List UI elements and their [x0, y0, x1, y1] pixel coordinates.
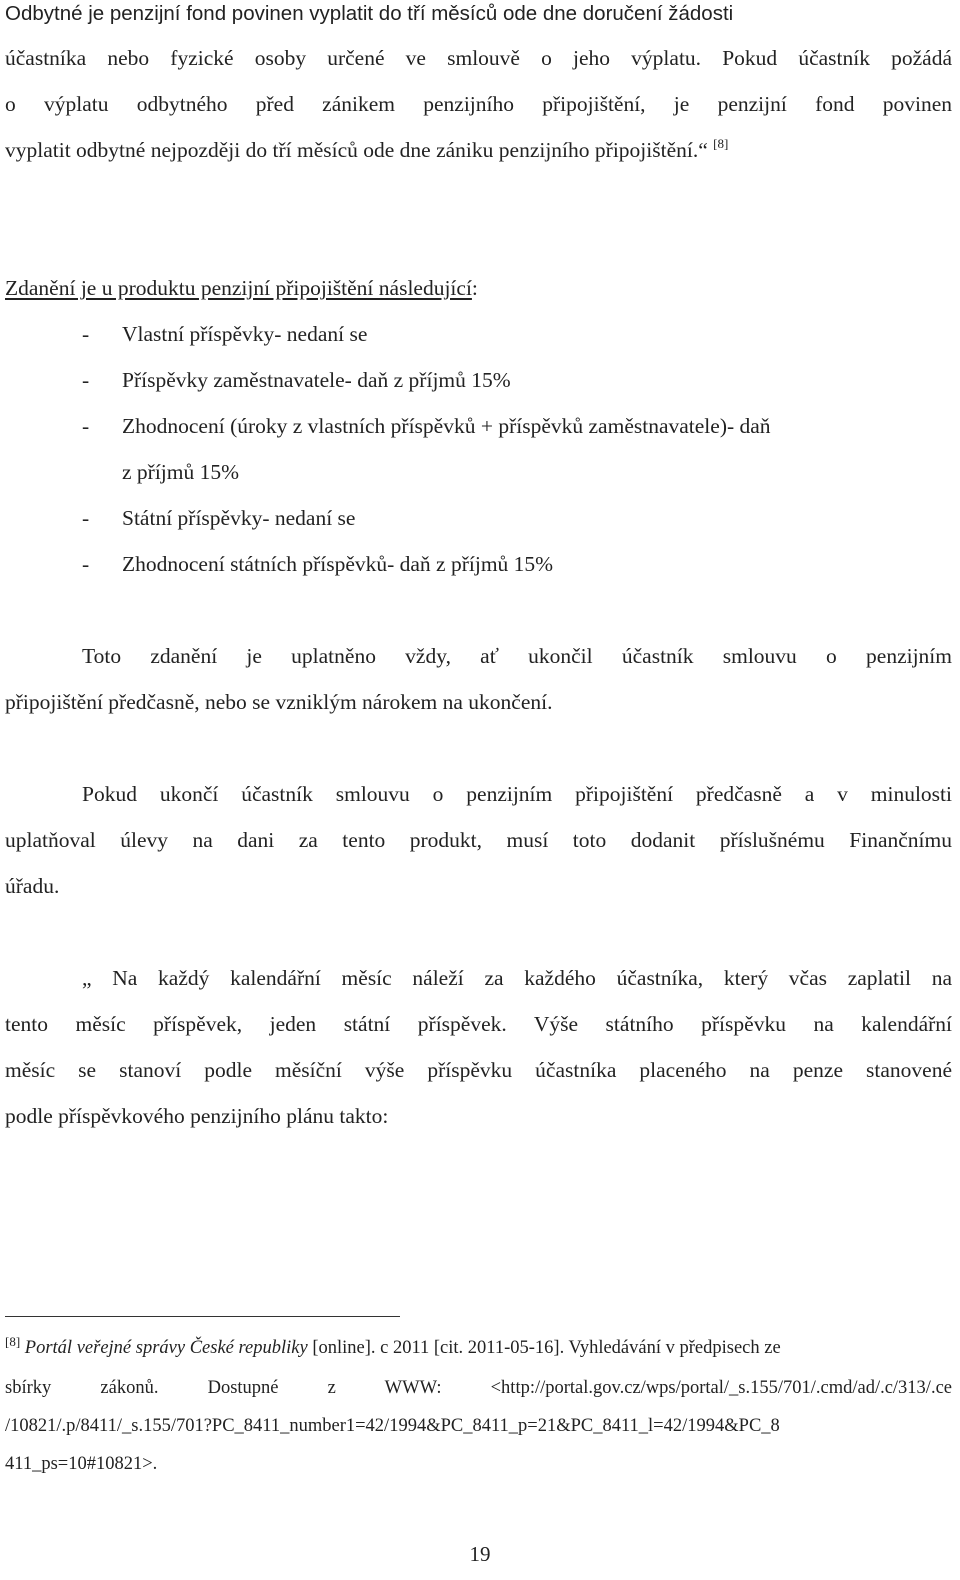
p1-line-4-text: vyplatit odbytné nejpozději do tří měsíců ode dne zániku penzijního připojištění.	[5, 138, 699, 162]
p3-line-1: Pokud ukončí účastník smlouvu o penzijním připojištění předčasně a v minulosti	[82, 782, 952, 806]
list-item-text: Vlastní příspěvky- nedaní se	[122, 322, 368, 346]
list-dash: -	[82, 552, 90, 576]
p1-line-1: Odbytné je penzijní fond povinen vyplatit do tří měsíců ode dne doručení žádosti	[5, 2, 734, 25]
p1-line-4	[5, 136, 952, 164]
page-number: 19	[469, 1542, 491, 1566]
list-dash: -	[82, 506, 90, 530]
list-dash: -	[82, 368, 90, 392]
list-item	[82, 320, 367, 348]
p3-line-3: úřadu.	[5, 874, 60, 898]
footnote-source-title: Portál veřejné správy České republiky	[24, 1338, 308, 1358]
list-item-text: Zhodnocení státních příspěvků- daň z příjmů 15%	[122, 552, 554, 576]
footnote-line-4: 411_ps=10#10821>.	[5, 1454, 158, 1474]
closing-quote: “	[698, 138, 708, 162]
p2-line-1: Toto zdanění je uplatněno vždy, ať ukončil účastník smlouvu o penzijním	[82, 644, 952, 668]
p4-line-1: „ Na každý kalendářní měsíc náleží za každého účastníka, který včas zaplatil na	[82, 966, 952, 990]
list-item	[82, 550, 553, 578]
taxation-heading	[5, 274, 952, 302]
list-dash: -	[82, 414, 90, 438]
list-item	[82, 412, 952, 440]
footnote-line-3: /10821/.p/8411/_s.155/701?PC_8411_number1=42/1994&PC_8411_p=21&PC_8411_l=42/1994&PC_8	[5, 1416, 780, 1436]
taxation-heading-colon: :	[471, 276, 478, 300]
p3-line-2: uplatňoval úlevy na dani za tento produkt, musí toto dodanit příslušnému Finančnímu	[5, 828, 952, 852]
list-item	[82, 504, 355, 532]
p1-line-2: účastníka nebo fyzické osoby určené ve smlouvě o jeho výplatu. Pokud účastník požádá	[5, 46, 952, 70]
footnote-marker: [8]	[5, 1334, 21, 1349]
list-dash: -	[82, 322, 90, 346]
list-item-text: Zhodnocení (úroky z vlastních příspěvků + příspěvků zaměstnavatele)- daň	[122, 414, 771, 438]
list-item-text: Státní příspěvky- nedaní se	[122, 506, 356, 530]
footnote-line-2: sbírky zákonů. Dostupné z WWW: <http://portal.gov.cz/wps/portal/_s.155/701/.cmd/ad/.c/313/.ce	[5, 1378, 952, 1398]
p4-line-4: podle příspěvkového penzijního plánu takto:	[5, 1104, 389, 1128]
footnote-line-1	[5, 1336, 952, 1360]
taxation-heading-text: Zdanění je u produktu penzijní připojištění následující	[5, 276, 472, 300]
footnote-ref: [8]	[713, 136, 729, 151]
list-item-continuation: z příjmů 15%	[122, 460, 240, 484]
p2-line-2: připojištění předčasně, nebo se vzniklým nárokem na ukončení.	[5, 690, 553, 714]
footnote-separator	[5, 1316, 400, 1317]
p1-line-3: o výplatu odbytného před zánikem penzijního připojištění, je penzijní fond povinen	[5, 92, 952, 116]
list-item	[82, 366, 511, 394]
p4-line-3: měsíc se stanoví podle měsíční výše příspěvku účastníka placeného na penze stanovené	[5, 1058, 952, 1082]
footnote-line-1-rest: [online]. c 2011 [cit. 2011-05-16]. Vyhledávání v předpisech ze	[312, 1338, 781, 1358]
p4-line-2: tento měsíc příspěvek, jeden státní příspěvek. Výše státního příspěvku na kalendářní	[5, 1012, 952, 1036]
list-item-text: Příspěvky zaměstnavatele- daň z příjmů 15%	[122, 368, 511, 392]
